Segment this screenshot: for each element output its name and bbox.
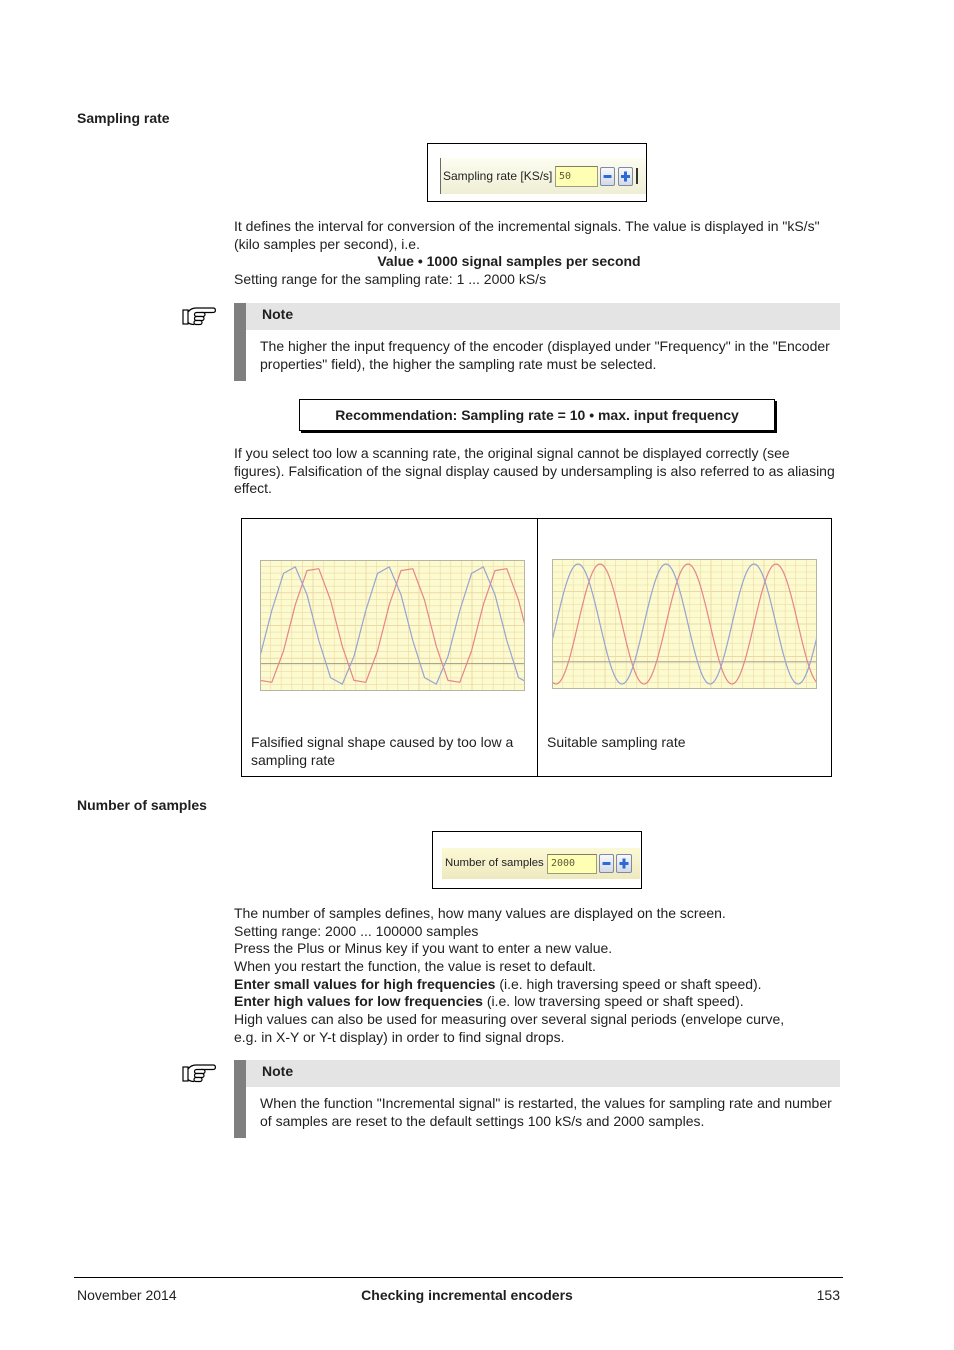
tip-detail: (i.e. high traversing speed or shaft speed). [499, 975, 762, 992]
minus-icon [600, 855, 613, 872]
text-line: (kilo samples per second), i.e. [234, 235, 420, 252]
figure-cell-suitable [537, 519, 831, 776]
widget-panel [440, 158, 646, 194]
note-title: Note [262, 306, 294, 322]
sampling-rate-label: Sampling rate [KS/s] [443, 169, 553, 183]
tip-detail: (i.e. low traversing speed or shaft speed). [486, 993, 744, 1010]
number-of-samples-minus-button [599, 854, 614, 873]
number-of-samples-widget-screenshot [432, 831, 642, 889]
footer-page-number: 153 [816, 1287, 840, 1303]
text-line: If you select too low a scanning rate, the original signal cannot be displayed correctly (see [234, 445, 790, 461]
figure-cell-aliased [242, 519, 537, 776]
pointing-hand-icon [182, 305, 216, 329]
minus-icon [601, 168, 614, 185]
suitable-signal-plot [552, 559, 817, 689]
plus-icon [617, 855, 631, 872]
text-line: When the function "Incremental signal" is restarted, the values for sampling rate and number [260, 1095, 832, 1111]
sampling-rate-widget-screenshot [427, 143, 647, 202]
note-header [246, 1060, 840, 1087]
widget-panel [442, 848, 640, 879]
text-line: Setting range: 2000 ... 100000 samples [234, 922, 479, 939]
note-box-sampling-rate [234, 303, 840, 381]
sampling-rate-input: 50 [555, 166, 598, 187]
sampling-rate-plus-button [618, 167, 633, 186]
sampling-rate-formula: Value • 1000 signal samples per second [377, 253, 641, 270]
sampling-rate-minus-button [600, 167, 615, 186]
note-side-bar [234, 303, 246, 381]
note-box-number-of-samples [234, 1060, 840, 1138]
footer-date: November 2014 [77, 1287, 177, 1303]
text-line: figures). Falsification of the signal display caused by undersampling is also referred to as aliasing [234, 462, 835, 479]
section-heading-number-of-samples: Number of samples [77, 797, 207, 813]
note-title: Note [262, 1063, 294, 1079]
text-line: High values can also be used for measuring over several signal periods (envelope curve, [234, 1011, 785, 1028]
sampling-rate-setting-range: Setting range for the sampling rate: 1 ... 2000 kS/s [234, 271, 547, 288]
note-body [260, 338, 830, 373]
tip-line-high-frequencies [234, 976, 784, 994]
text-line: Press the Plus or Minus key if you want to enter a new value. [234, 940, 613, 957]
tip-emphasis: Enter high values for low frequencies [234, 993, 483, 1010]
caption-line: Falsified signal shape caused by too low a [251, 734, 514, 750]
note-body [260, 1095, 832, 1130]
number-of-samples-plus-button [616, 854, 632, 873]
number-of-samples-label: Number of samples [445, 857, 544, 869]
text-line: The number of samples defines, how many values are displayed on the screen. [234, 905, 726, 921]
figure-table [241, 518, 832, 777]
note-header [246, 303, 840, 330]
aliased-signal-plot [260, 560, 525, 691]
section-heading-sampling-rate: Sampling rate [77, 110, 170, 126]
text-line: It defines the interval for conversion of the incremental signals. The value is displayed in "kS/s" [234, 218, 820, 234]
note-side-bar [234, 1060, 246, 1138]
tip-line-low-frequencies [234, 993, 784, 1011]
figure-caption [251, 734, 513, 769]
text-line: of samples are reset to the default settings 100 kS/s and 2000 samples. [260, 1112, 705, 1129]
next-control-edge [636, 168, 638, 184]
footer-rule [74, 1277, 843, 1278]
caption-line: sampling rate [251, 751, 336, 768]
number-of-samples-input: 2000 [547, 854, 597, 874]
text-line: properties" field), the higher the sampling rate must be selected. [260, 355, 657, 372]
plus-icon [619, 168, 632, 185]
number-of-samples-description [234, 905, 784, 1047]
aliasing-paragraph [234, 445, 835, 498]
pointing-hand-icon [182, 1062, 216, 1086]
sampling-rate-description [234, 218, 820, 289]
text-line: effect. [234, 480, 272, 496]
footer-chapter-title: Checking incremental encoders [361, 1287, 573, 1303]
text-line: The higher the input frequency of the encoder (displayed under "Frequency" in the "Encoder [260, 338, 830, 354]
text-line: e.g. in X-Y or Y-t display) in order to find signal drops. [234, 1028, 565, 1045]
figure-caption [547, 734, 686, 752]
text-line: When you restart the function, the value is reset to default. [234, 958, 596, 975]
recommendation-box: Recommendation: Sampling rate = 10 • max. input frequency [299, 399, 775, 431]
tip-emphasis: Enter small values for high frequencies [234, 975, 496, 992]
caption-line: Suitable sampling rate [547, 734, 686, 750]
